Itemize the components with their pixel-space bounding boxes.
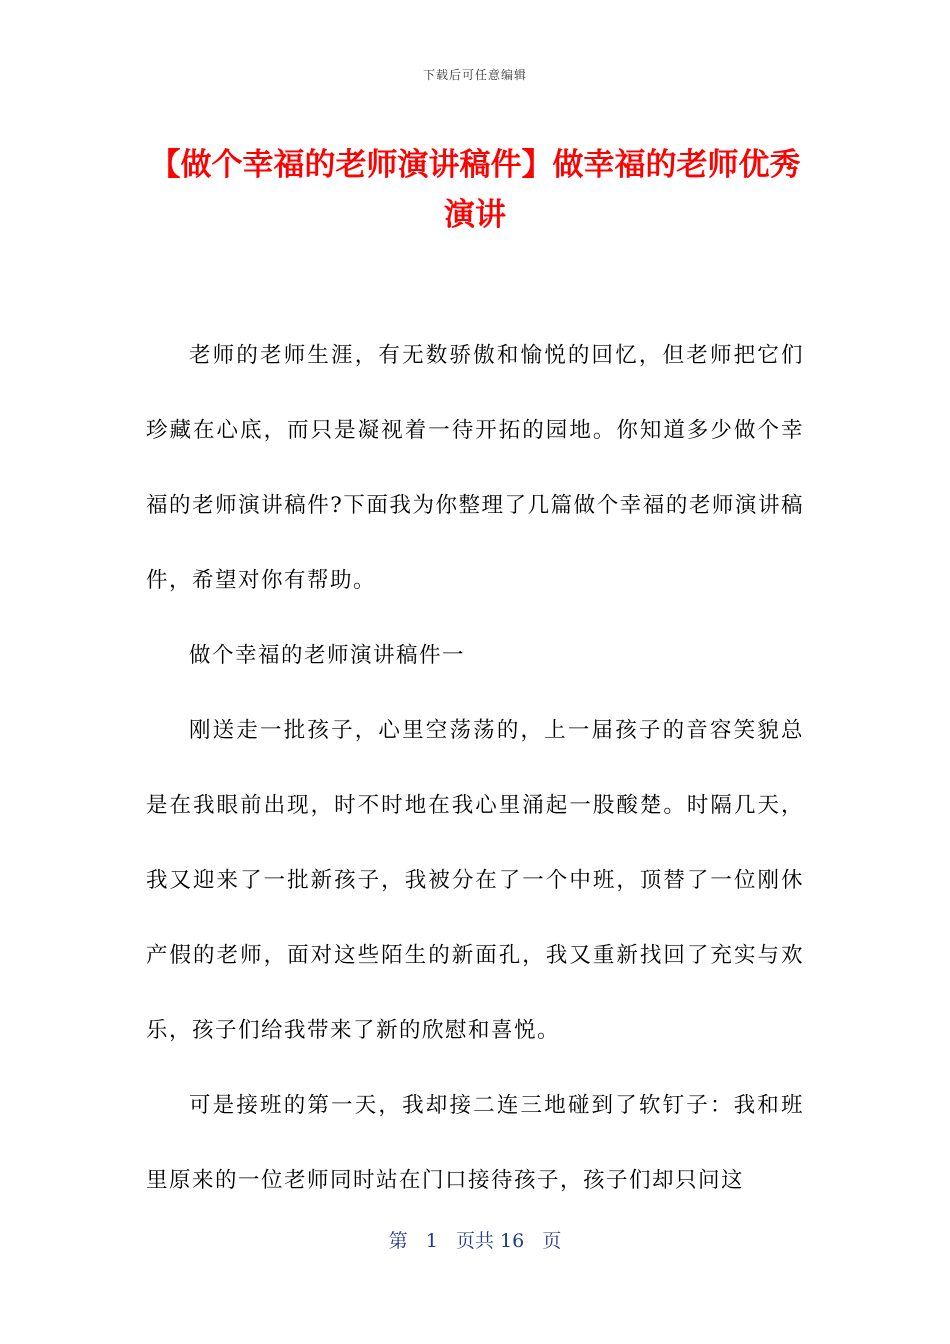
document-body [146,318,804,1218]
paragraph-first-day: 刚送走一批孩子，心里空荡荡的，上一届孩子的音容笑貌总是在我眼前出现，时不时地在我心里涌起一股酸楚。时隔几天，我又迎来了一批新孩子，我被分在了一个中班，顶替了一位刚休产假的老师，面对这些陌生的新面孔，我又重新找回了充实与欢乐，孩子们给我带来了新的欣慰和喜悦。 [146,718,804,1043]
footer-suffix: 页 [542,1230,562,1252]
document-title: 【做个幸福的老师演讲稿件】做幸福的老师优秀演讲 [149,147,801,233]
paragraph-soft-nails: 可是接班的第一天，我却接二连三地碰到了软钉子：我和班里原来的一位老师同时站在门口接待孩子，孩子们却只问这 [146,1093,804,1193]
header-note: 下载后可任意编辑 [422,68,527,82]
footer-total-pages: 16 [500,1230,525,1252]
paragraph-intro: 老师的老师生涯，有无数骄傲和愉悦的回忆，但老师把它们珍藏在心底，而只是凝视着一待开拓的园地。你知道多少做个幸福的老师演讲稿件?下面我为你整理了几篇做个幸福的老师演讲稿件，希望对你有帮助。 [146,343,804,593]
footer-middle: 页共 [455,1230,494,1252]
footer-prefix: 第 [388,1230,408,1252]
paragraph-heading-one: 做个幸福的老师演讲稿件一 [189,643,466,668]
page-footer [0,1226,950,1253]
footer-page-number: 1 [425,1230,438,1252]
